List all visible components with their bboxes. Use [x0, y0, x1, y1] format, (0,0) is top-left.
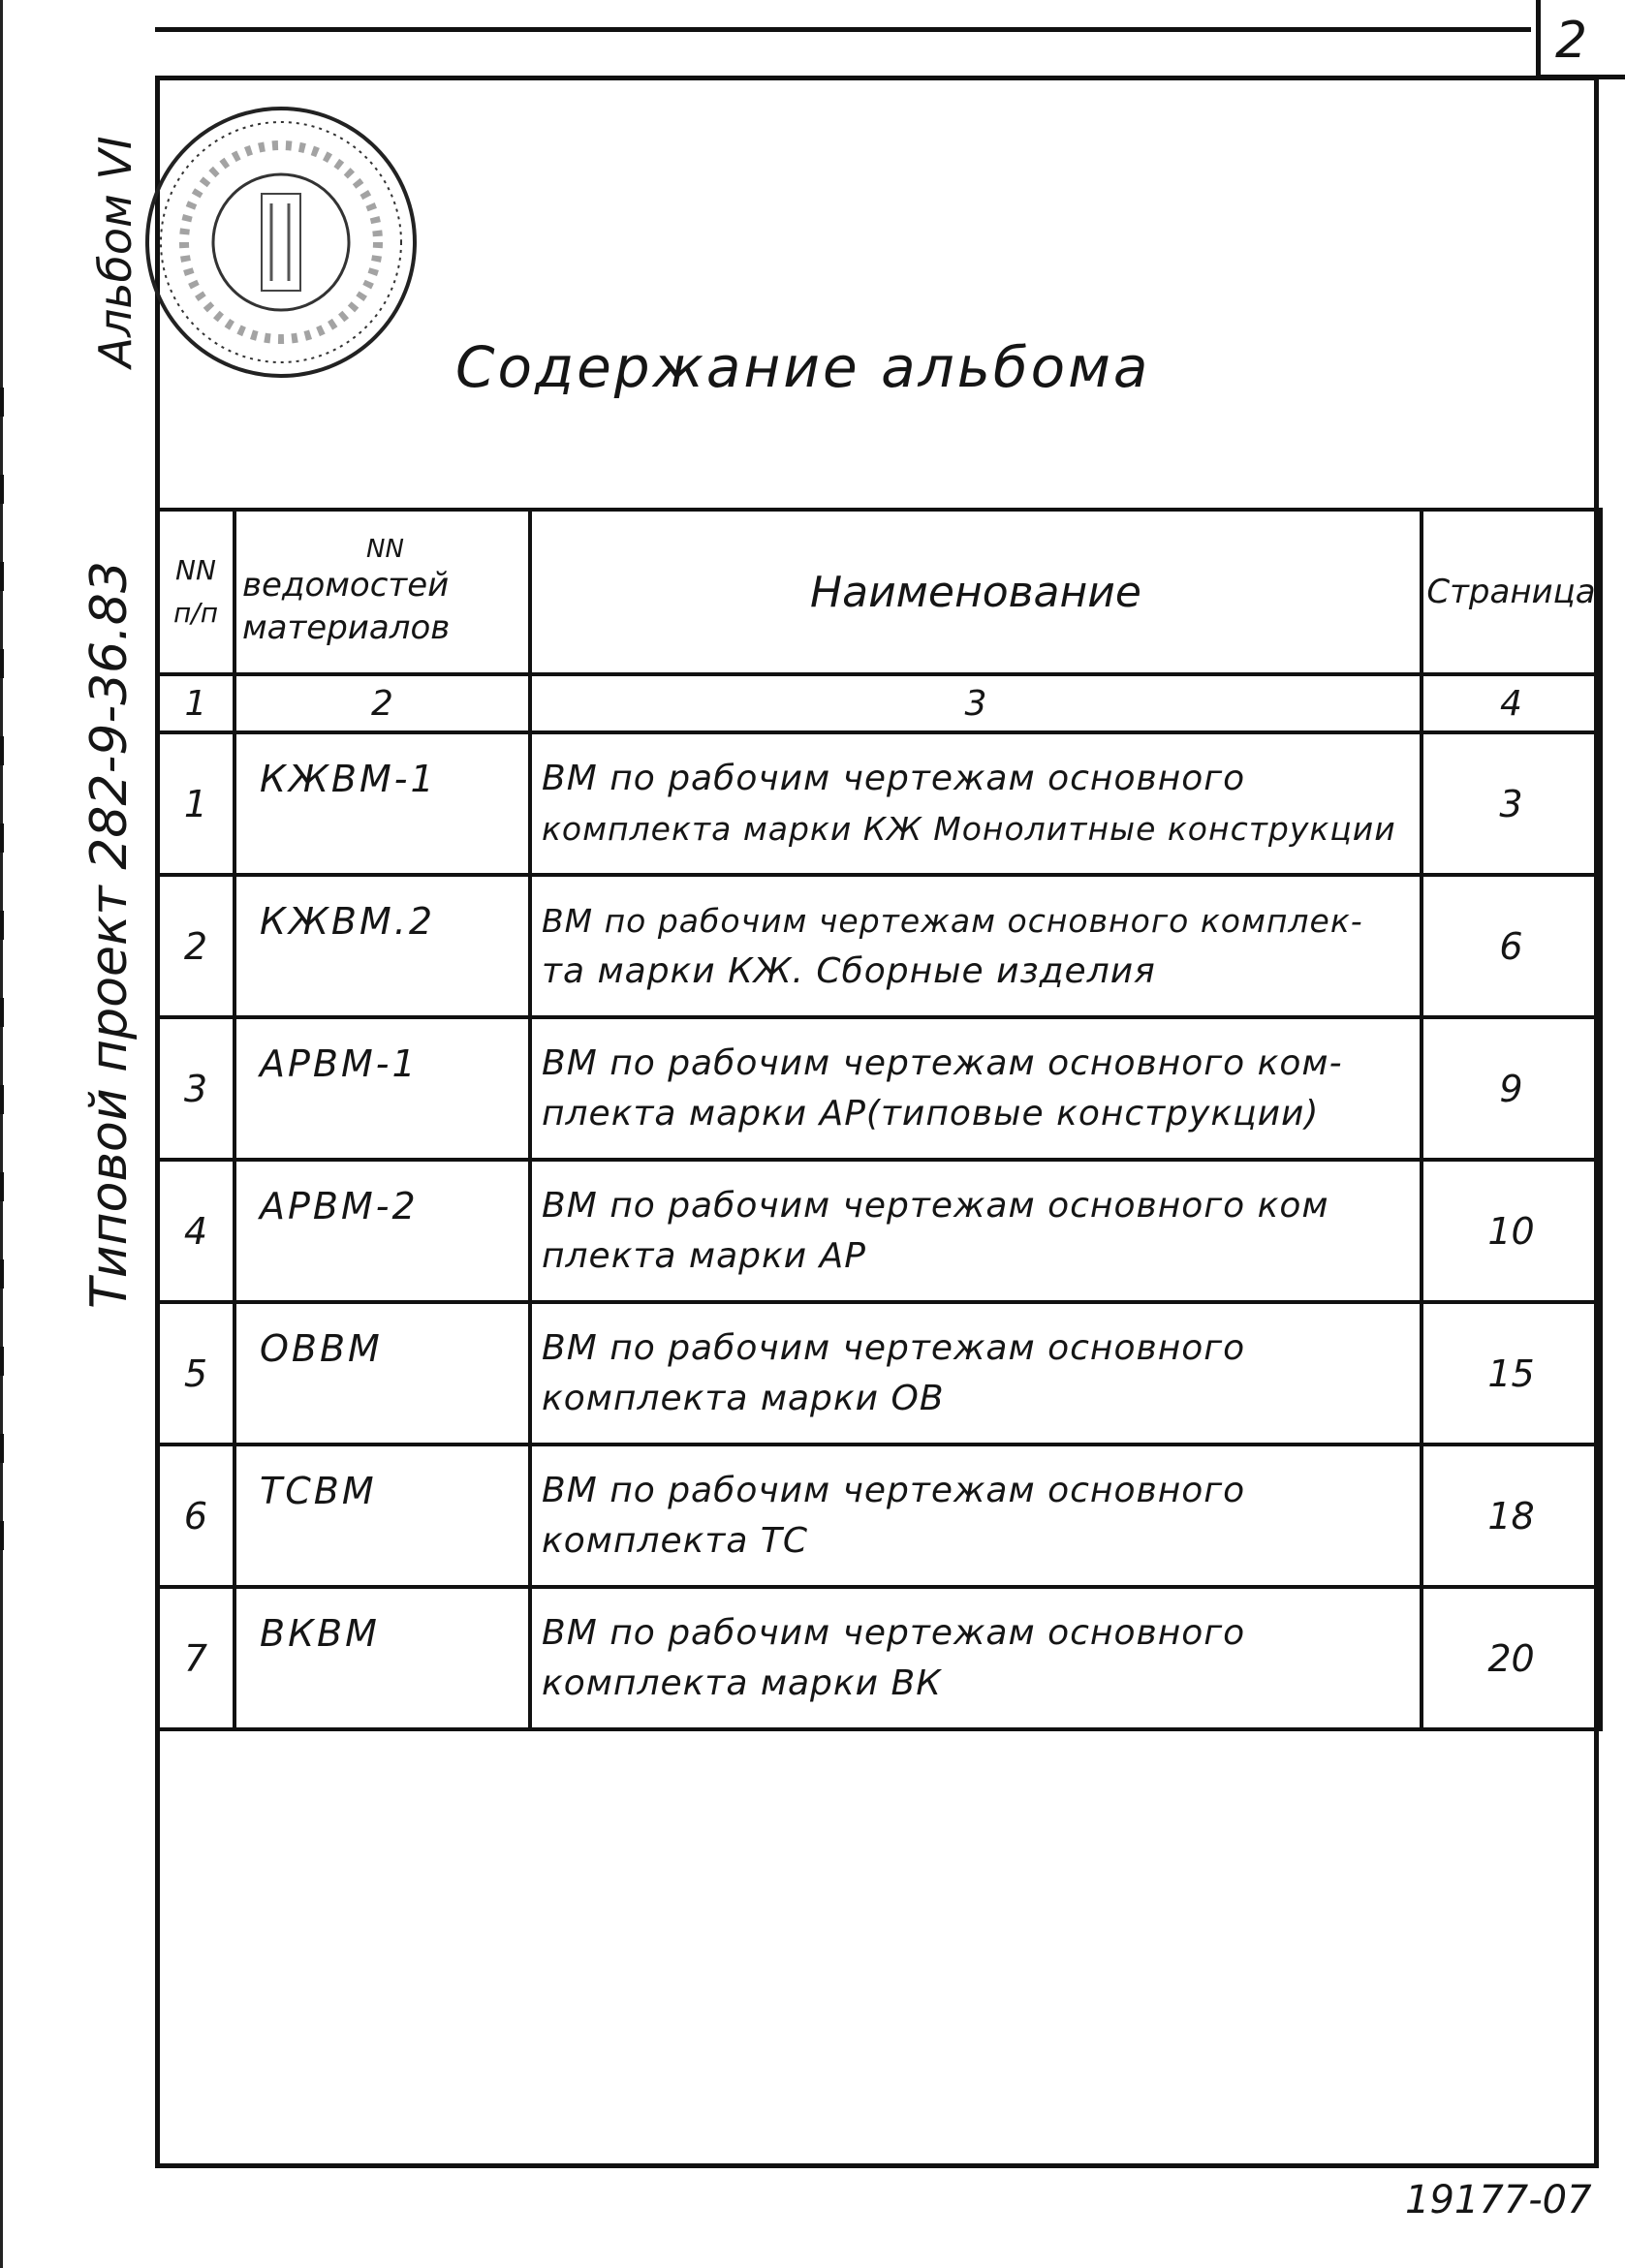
row-code: КЖВМ-1	[234, 732, 530, 875]
row-name-line: ВМ по рабочим чертежам основного	[542, 758, 1246, 798]
archive-number: 19177-07	[1405, 2178, 1592, 2222]
table-row	[157, 732, 1601, 875]
row-code: ОВВМ	[234, 1302, 530, 1445]
table-row	[157, 1302, 1601, 1445]
row-name-line: комплекта марки ОВ	[542, 1378, 945, 1418]
row-number: 3	[157, 1017, 234, 1160]
row-page: 15	[1422, 1302, 1601, 1445]
row-number: 7	[157, 1587, 234, 1729]
row-name-line: ВМ по рабочим чертежам основного ком-	[542, 1042, 1343, 1083]
row-page: 9	[1422, 1017, 1601, 1160]
row-page: 20	[1422, 1587, 1601, 1729]
header-name: Наименование	[530, 510, 1422, 674]
row-name-line: ВМ по рабочим чертежам основного ком	[542, 1185, 1329, 1226]
row-code: ТСВМ	[234, 1445, 530, 1587]
row-name-line: та марки КЖ. Сборные изделия	[542, 950, 1156, 991]
row-code: АРВМ-2	[234, 1160, 530, 1302]
table-row	[157, 1445, 1601, 1587]
table-row	[157, 1587, 1601, 1729]
row-code: КЖВМ.2	[234, 875, 530, 1017]
table-row	[157, 875, 1601, 1017]
row-name-line: комплекта марки ВК	[542, 1662, 942, 1703]
column-number: 4	[1422, 674, 1601, 732]
column-number: 2	[234, 674, 530, 732]
row-name-line: плекта марки АР	[542, 1235, 866, 1276]
side-album-label: Альбом VI	[89, 136, 141, 368]
row-name-line: плекта марки АР(типовые конструкции)	[542, 1093, 1320, 1134]
side-project-label: Типовой проект 282-9-36.83	[80, 561, 139, 1309]
row-number: 6	[157, 1445, 234, 1587]
page-title: Содержание альбома	[455, 334, 1151, 400]
binding-marks	[0, 388, 4, 1550]
row-name	[530, 1445, 1422, 1587]
column-number: 1	[157, 674, 234, 732]
header-nn-line2: п/п	[172, 597, 219, 629]
row-name-line: ВМ по рабочим чертежам основного	[542, 1470, 1246, 1510]
table-row	[157, 1160, 1601, 1302]
table-header-row	[157, 510, 1601, 674]
row-number: 5	[157, 1302, 234, 1445]
row-code: ВКВМ	[234, 1587, 530, 1729]
row-name-line: комплекта марки КЖ Монолитные конструкции	[542, 809, 1396, 848]
row-name-line: ВМ по рабочим чертежам основного комплек-	[542, 901, 1363, 940]
column-number: 3	[530, 674, 1422, 732]
row-name	[530, 1302, 1422, 1445]
row-name	[530, 875, 1422, 1017]
row-code: АРВМ-1	[234, 1017, 530, 1160]
row-number: 4	[157, 1160, 234, 1302]
header-document-number	[234, 510, 530, 674]
sheet-number: 2	[1555, 12, 1588, 70]
row-name-line: ВМ по рабочим чертежам основного	[542, 1327, 1246, 1368]
round-stamp-icon	[136, 97, 426, 388]
header-page: Страница	[1422, 510, 1601, 674]
header-doc-line1: NN	[366, 535, 404, 564]
row-page: 6	[1422, 875, 1601, 1017]
row-name-line: комплекта ТС	[542, 1520, 808, 1561]
row-page: 3	[1422, 732, 1601, 875]
row-page: 10	[1422, 1160, 1601, 1302]
header-doc-line2: ведомостей	[242, 566, 450, 605]
row-number: 1	[157, 732, 234, 875]
top-border-line	[155, 27, 1531, 32]
header-row-number	[157, 510, 234, 674]
header-nn-line1: NN	[175, 554, 216, 586]
row-name-line: ВМ по рабочим чертежам основного	[542, 1612, 1246, 1653]
row-number: 2	[157, 875, 234, 1017]
contents-table	[155, 508, 1603, 1731]
header-doc-line3: материалов	[242, 608, 451, 647]
row-name	[530, 1017, 1422, 1160]
row-name	[530, 1160, 1422, 1302]
row-name	[530, 1587, 1422, 1729]
row-page: 18	[1422, 1445, 1601, 1587]
row-name	[530, 732, 1422, 875]
column-number-row	[157, 674, 1601, 732]
table-row	[157, 1017, 1601, 1160]
